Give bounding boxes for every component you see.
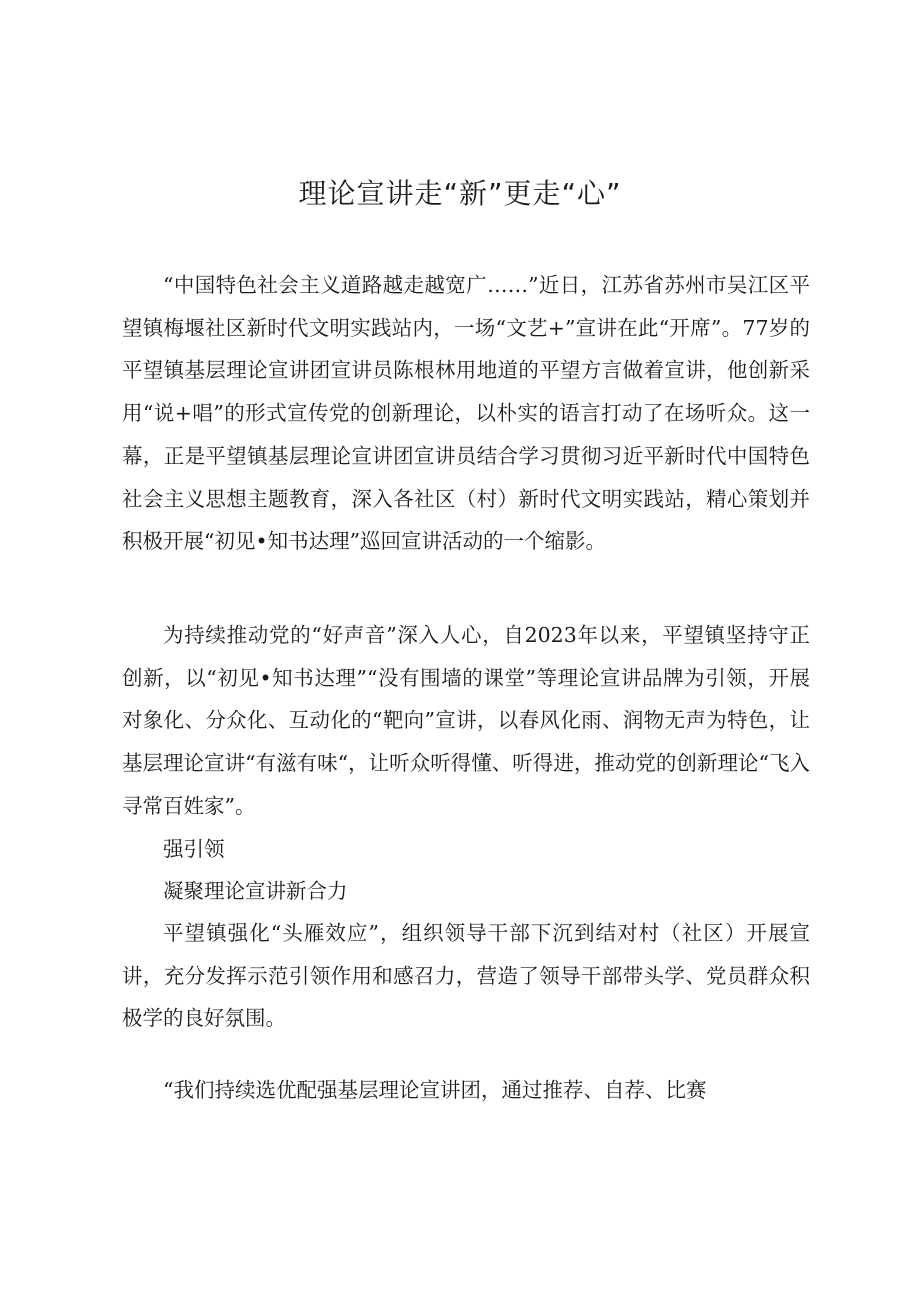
- paragraph-quote: “我们持续选优配强基层理论宣讲团，通过推荐、自荐、比赛: [163, 1078, 707, 1102]
- paragraph-background: 为持续推动党的“好声音”深入人心，自2023年以来，平望镇坚持守正创新，以“初见•知书达理”“没有围墙的课堂”等理论宣讲品牌为引领，开展对象化、分众化、互动化的“靶向”宣讲，以春风化雨、润物无声为特色，让基层理论宣讲“有滋有味“，让听众听得懂、听得进，推动党的创新理论“飞入寻常百姓家”。: [122, 623, 810, 818]
- paragraph-intro: “中国特色社会主义道路越走越宽广……”近日，江苏省苏州市吴江区平望镇梅堰社区新时代文明实践站内，一场“文艺+”宣讲在此“开席”。77岁的平望镇基层理论宣讲团宣讲员陈根林用地道的平望方言做着宣讲，他创新采用“说+唱”的形式宣传党的创新理论，以朴实的语言打动了在场听众。这一幕，正是平望镇基层理论宣讲团宣讲员结合学习贯彻习近平新时代中国特色社会主义思想主题教育，深入各社区（村）新时代文明实践站，精心策划并积极开展“初见•知书达理”巡回宣讲活动的一个缩影。: [122, 273, 810, 554]
- section-heading: 强引领: [163, 837, 225, 861]
- page-title: 理论宣讲走“新”更走“心”: [298, 177, 622, 210]
- paragraph-leadership: 平望镇强化“头雁效应”，组织领导干部下沉到结对村（社区）开展宣讲，充分发挥示范引领作用和感召力，营造了领导干部带头学、党员群众积极学的良好氛围。: [122, 921, 810, 1031]
- section-subheading: 凝聚理论宣讲新合力: [163, 879, 348, 903]
